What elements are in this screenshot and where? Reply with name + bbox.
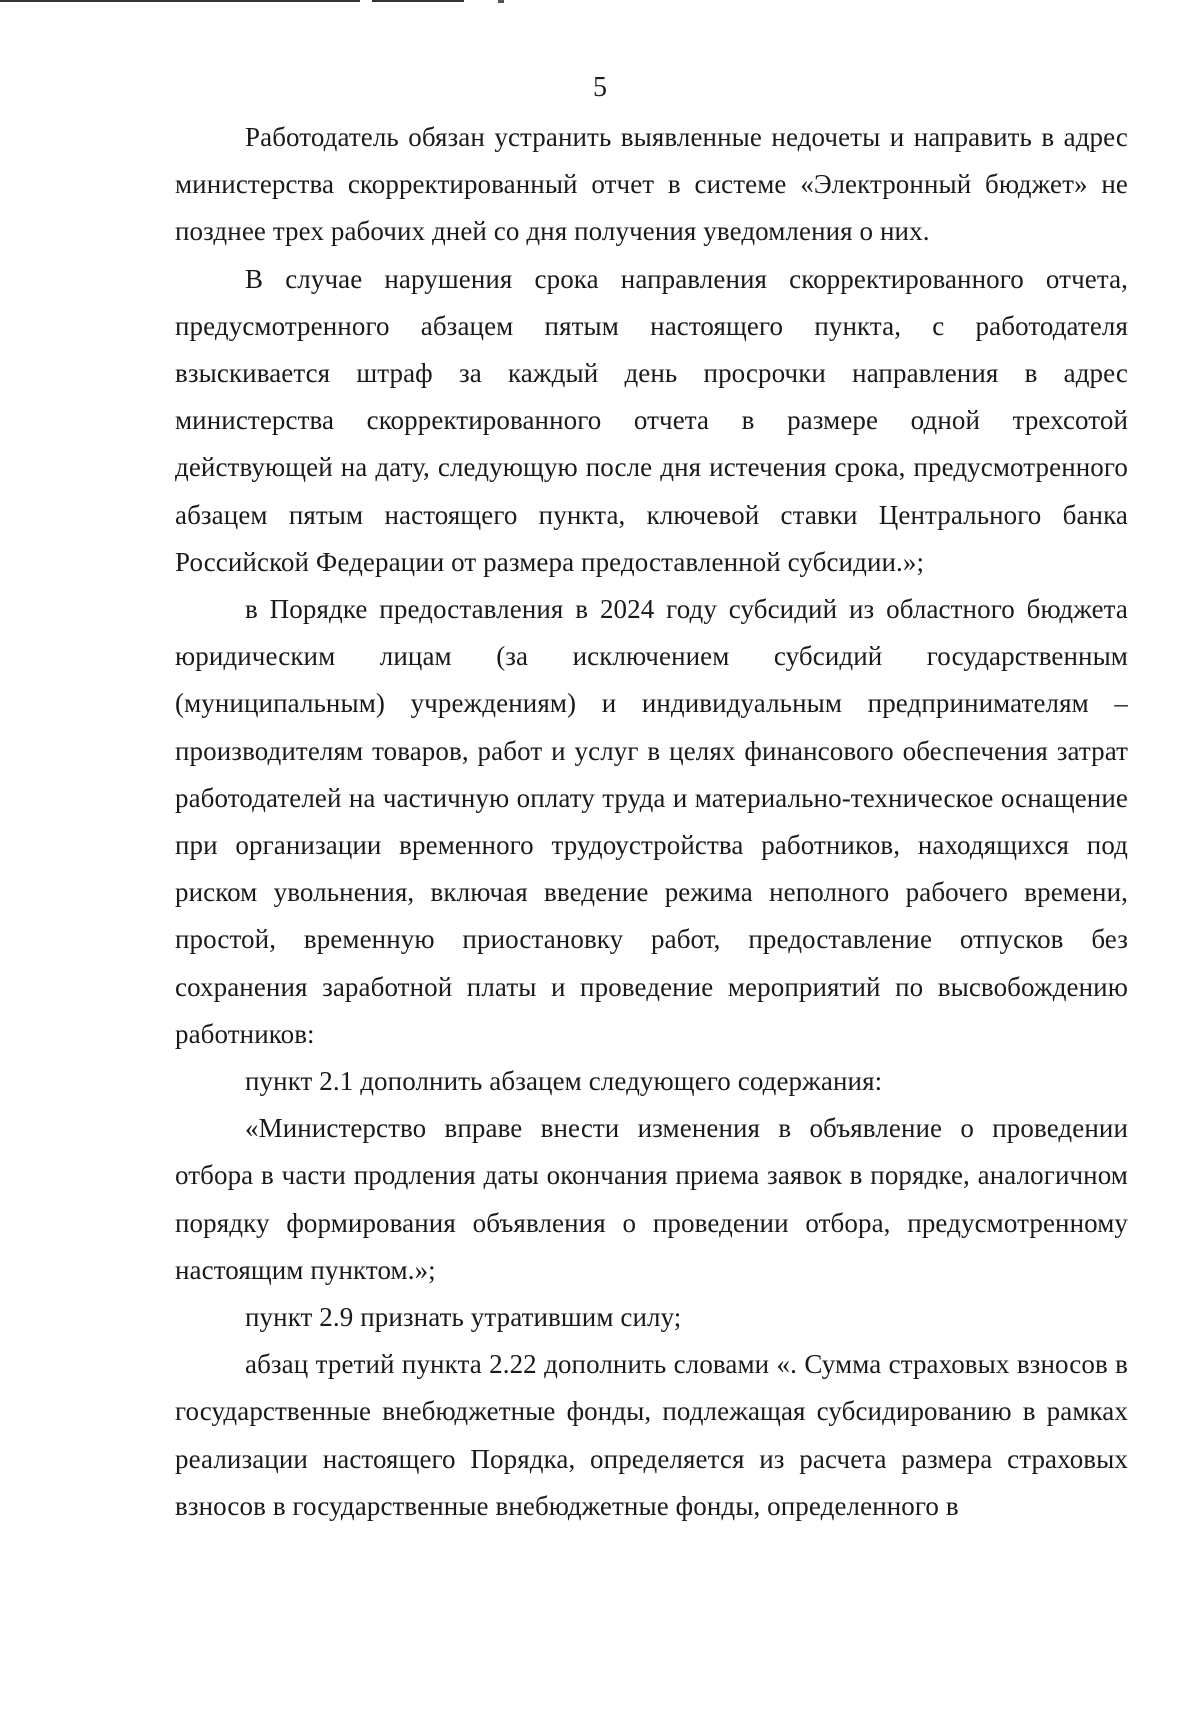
paragraph-item-2-22: абзац третий пункта 2.22 дополнить словами «. Сумма страховых взносов в государственные внебюджетные фонды, подлежащая субсидированию в рамках реализации настоящего Порядка, определяется из расчета размера страховых взносов в государственные внебюджетные фонды, определенного в [175,1349,1128,1521]
paragraph-penalty: В случае нарушения срока направления скорректированного отчета, предусмотренного абзацем пятым настоящего пункта, с работодателя взыскивается штраф за каждый день просрочки направления в адрес министерства скорректированного отчета в размере одной трехсотой действующей на дату, следующую после дня истечения срока, предусмотренного абзацем пятым настоящего пункта, ключевой ставки Центрального банка Российской Федерации от размера предоставленной субсидии.»; [175,263,1128,577]
paragraph-ministry-right: «Министерство вправе внести изменения в объявление о проведении отбора в части продления даты окончания приема заявок в порядке, аналогичном порядку формирования объявления о проведении отбора, предусмотренному настоящим пунктом.»; [175,1113,1128,1285]
paragraph-item-2-1: пункт 2.1 дополнить абзацем следующего содержания: [245,1066,883,1097]
paragraph-procedure-title: в Порядке предоставления в 2024 году субсидий из областного бюджета юридическим лицам (за исключением субсидий государственным (муниципальным) учреждениям) и индивидуальным предпринимателям – производителям товаров, работ и услуг в целях финансового обеспечения затрат работодателей на частичную оплату труда и материально-техническое оснащение при организации временного трудоустройства работников, находящихся под риском увольнения, включая введение режима неполного рабочего времени, простой, временную приостановку работ, предоставление отпусков без сохранения заработной платы и проведение мероприятий по высвобождению работников: [175,594,1128,1049]
page-number: 5 [593,72,607,103]
scan-edge-line-secondary [372,0,464,2]
paragraph-item-2-9: пункт 2.9 признать утратившим силу; [245,1302,682,1333]
scan-edge-line [0,0,360,2]
paragraph-correction-duty: Работодатель обязан устранить выявленные недочеты и направить в адрес министерства скорректированный отчет в системе «Электронный бюджет» не позднее трех рабочих дней со дня получения уведомления о них. [175,122,1128,247]
scan-edge-mark [498,0,504,3]
document-body [175,114,1128,1530]
